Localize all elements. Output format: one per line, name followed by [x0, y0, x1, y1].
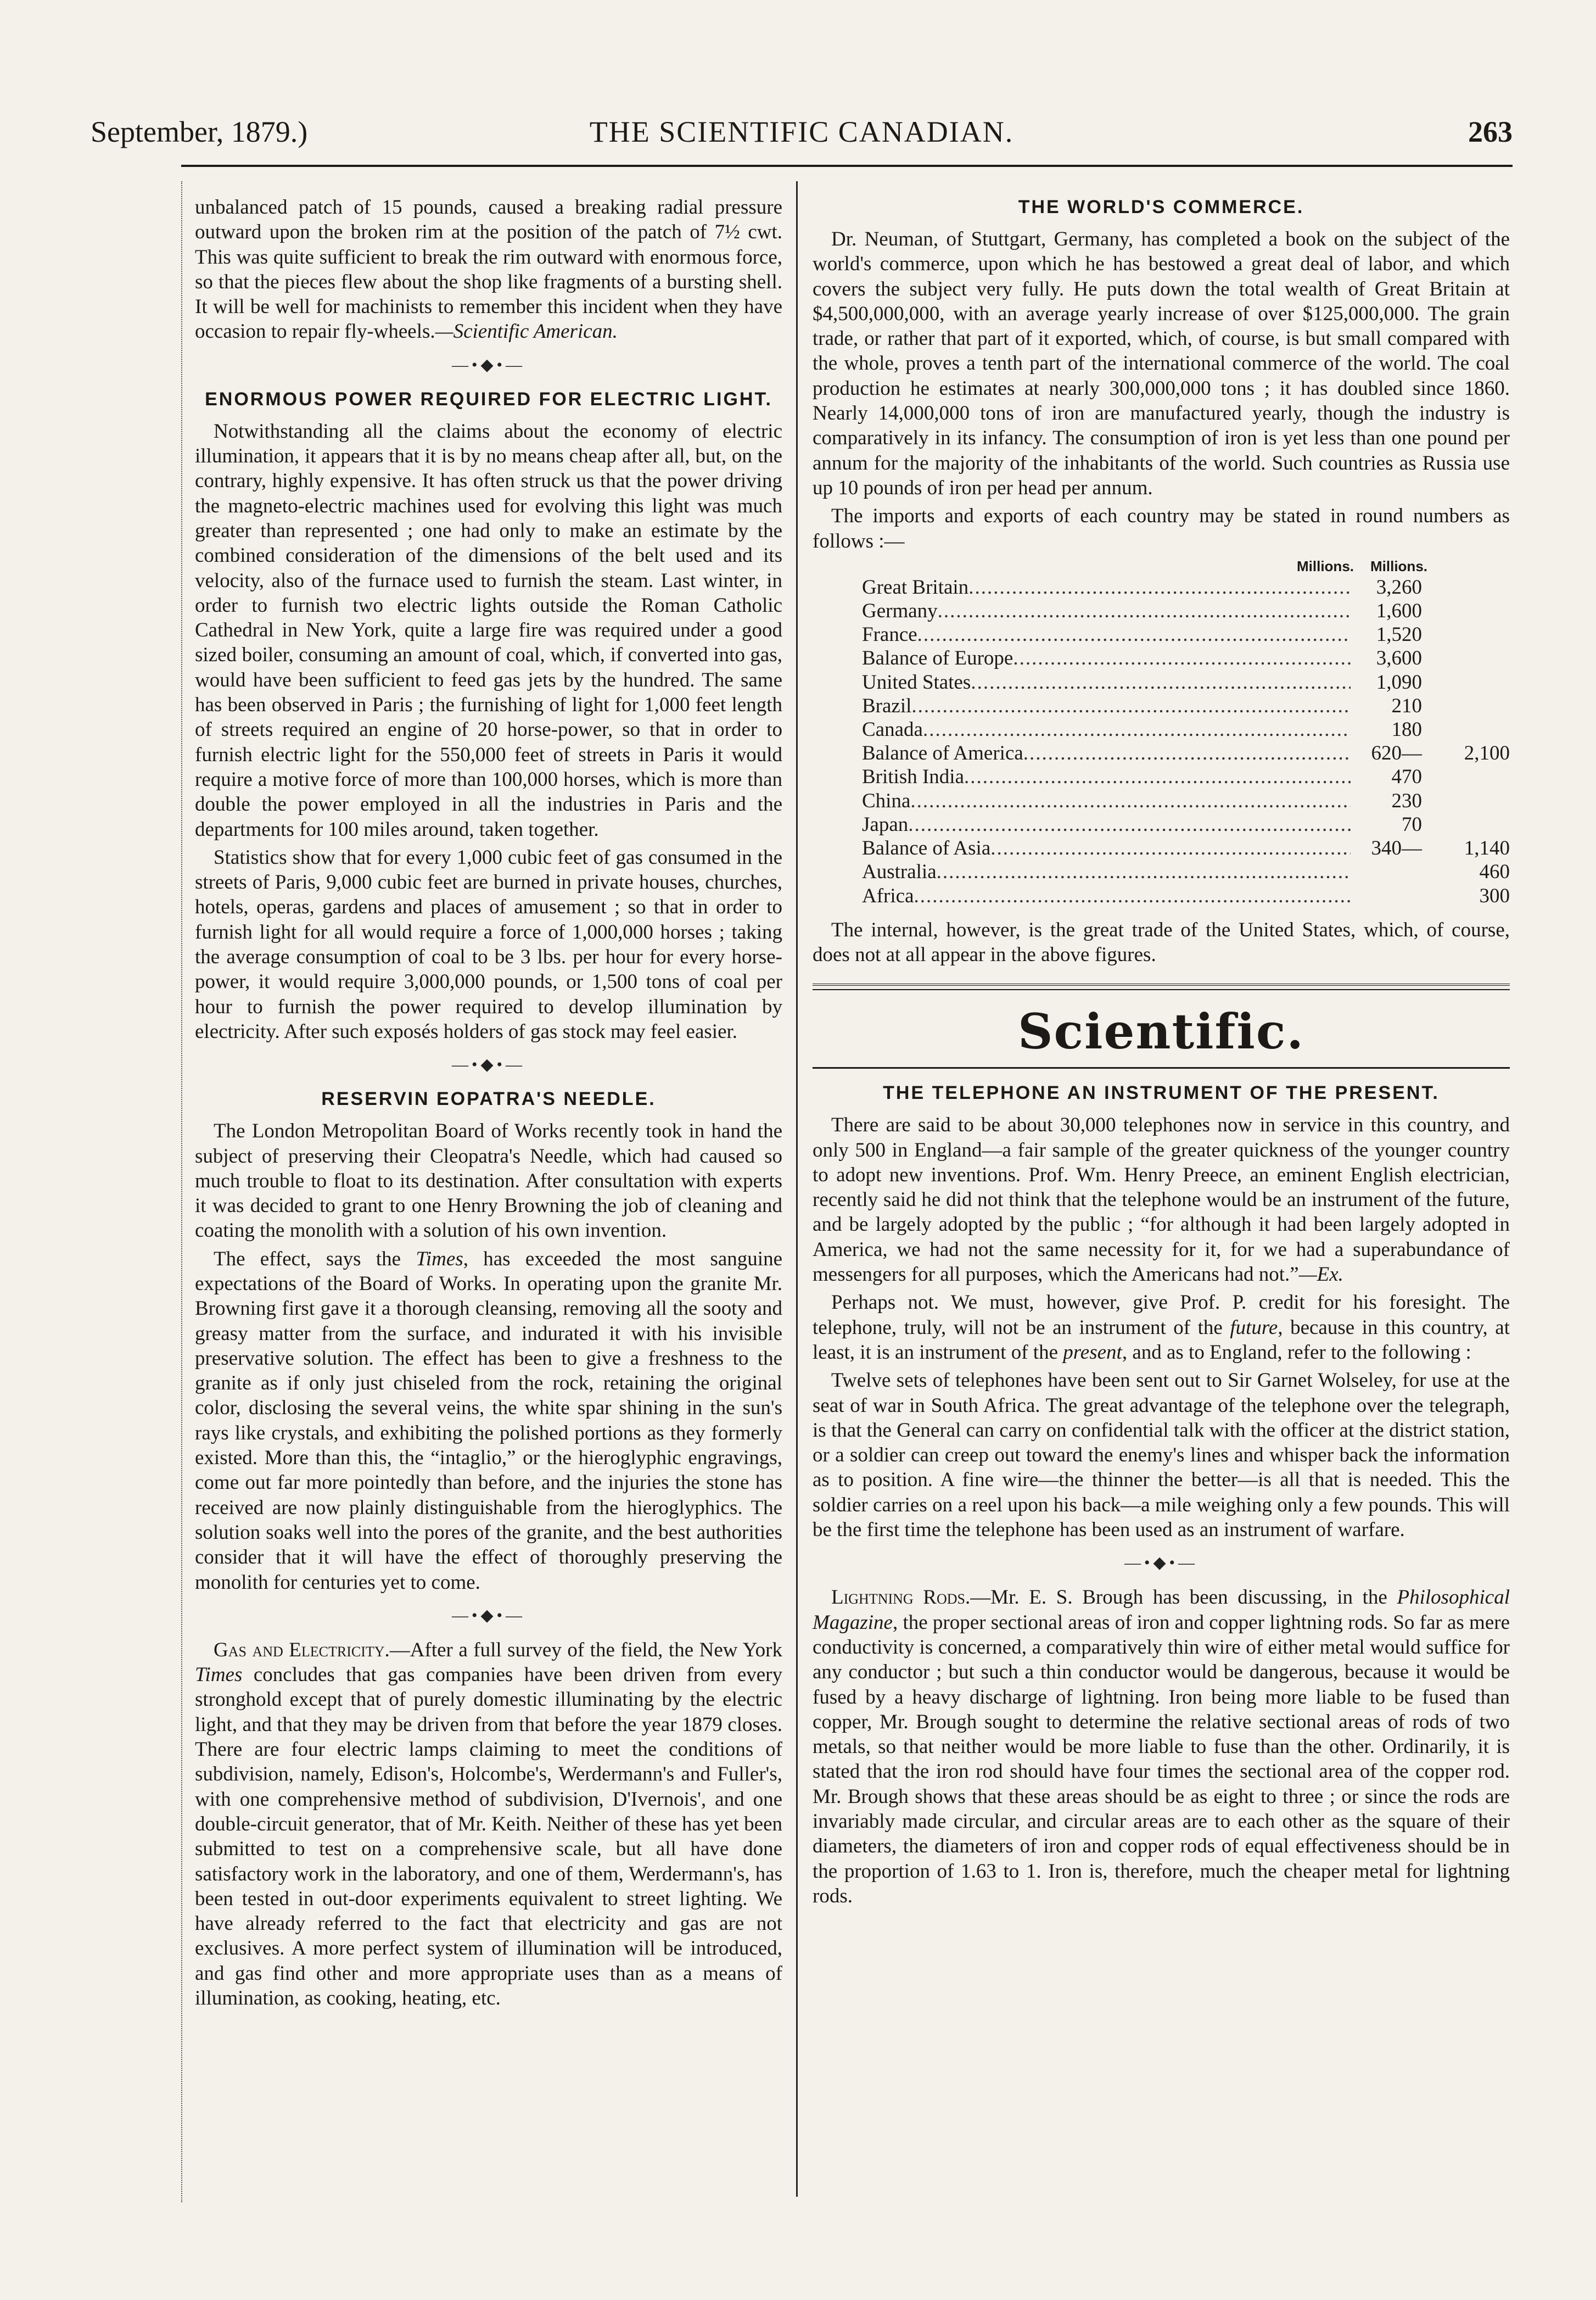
trade-table-row	[813, 623, 1510, 646]
leader-dots	[968, 576, 1351, 599]
leader-dots	[923, 718, 1351, 741]
electric-light-paragraph-2: Statistics show that for every 1,000 cubic feet of gas consumed in the streets of Paris, 9,000 cubic feet are burned in private houses, churches, hotels, operas, gardens and places of amusement ; so that in order to furnish light for all would require a force of 1,000,000 horses ; taking the average consumption of coal to be 3 lbs. per hour for every horse-power, it would require 3,000,000 pounds, or 1,500 tons of coal per hour to furnish the power required to develop illumination by electricity. After such exposés holders of gas stock may feel easier.	[195, 846, 782, 1043]
article-title-cleopatra: RESERVIN EOPATRA'S NEEDLE.	[321, 1088, 656, 1110]
leader-dots	[911, 694, 1351, 718]
trade-table-row	[813, 836, 1510, 860]
trade-subtotal: 1,140	[1464, 837, 1510, 860]
ornament-divider: —•◆•—	[451, 1606, 526, 1624]
commerce-paragraph-3: The internal, however, is the great trade of the United States, which, of course, does not at all appear in the above figures.	[813, 918, 1510, 966]
issue-date: September, 1879.)	[91, 115, 308, 148]
trade-value: 620—	[1371, 742, 1422, 765]
country-name: China	[862, 789, 911, 812]
leader-dots	[908, 813, 1351, 836]
country-name: United States	[862, 671, 971, 694]
section-rule	[813, 1067, 1510, 1069]
flywheel-paragraph: unbalanced patch of 15 pounds, caused a breaking radial pressure outward upon the broken rim at the position of the patch of 7½ cwt. This was quite sufficient to break the rim outward with enormous force, so that the pieces flew about the shop like fragments of a bursting shell. It will be well for machinists to remember this incident when they have occasion to repair fly-wheels.—Scientific American.	[195, 196, 782, 343]
country-name: Great Britain	[862, 576, 969, 599]
trade-value: 1,520	[1376, 623, 1422, 646]
trade-subtotal: 300	[1479, 884, 1510, 907]
leader-dots	[990, 836, 1351, 860]
trade-value: 1,600	[1376, 600, 1422, 623]
article-title-electric-light: ENORMOUS POWER REQUIRED FOR ELECTRIC LIGHT.	[205, 388, 772, 410]
country-name: Balance of Asia	[862, 837, 991, 860]
section-rule	[813, 984, 1510, 990]
trade-table-row	[813, 694, 1510, 718]
trade-table-row	[813, 741, 1510, 765]
trade-subtotal: 2,100	[1464, 742, 1510, 765]
left-margin-dots	[181, 181, 182, 2202]
trade-value: 230	[1391, 789, 1422, 812]
trade-table-row	[813, 718, 1510, 741]
run-in-heading: Lightning Rods.	[831, 1586, 971, 1609]
cleopatra-paragraph-2: The effect, says the Times, has exceeded the most sanguine expectations of the Board of Works. In operating upon the granite Mr. Browning first gave it a thorough cleansing, removing all the sooty and greasy matter from the surface, and indurated it with his invisible preservative solution. The effect has been to give a freshness to the granite as if only just chiseled from the rock, retaining the original color, disclosing the several veins, the white spar shining in the sun's rays like crystals, and exhibiting the polished portions as they formerly existed. More than this, the “intaglio,” or the hieroglyphic engravings, come out far more pointedly than before, and the injuries the stone has received are now plainly distinguishable from the hieroglyphics. The solution soaks well into the pores of the granite, and the best authorities consider that it will have the effect of thoroughly preserving the monolith for centuries yet to come.	[195, 1247, 783, 1594]
leader-dots	[964, 765, 1351, 789]
leader-dots	[937, 860, 1351, 884]
electric-light-paragraph-1: Notwithstanding all the claims about the economy of electric illumination, it appears that it is by no means cheap after all, but, on the contrary, highly expensive. It has often struck us that the power driving the magneto-electric machines used for evolving this light was much greater than represented ; one had only to make an estimate by the combined consideration of the dimensions of the belt used and its velocity, also of the furnace used to furnish the steam. Last winter, in order to furnish two electric lights outside the Roman Catholic Cathedral in New York, quite a large fire was required under a good sized boiler, consuming an amount of coal, which, if converted into gas, would have been sufficient to feed gas jets by the hundred. The same has been observed in Paris ; the furnishing of light for 1,000 feet length of streets required an engine of 20 horse-power, so that in order to furnish electric light for the 550,000 feet of streets in Paris it would require a motive force of more than 100,000 horses, which is more than double the power employed in all the industries in Paris and the departments for 100 miles around, taken together.	[195, 420, 782, 841]
article-title-world-commerce: THE WORLD'S COMMERCE.	[1018, 197, 1304, 217]
leader-dots	[938, 599, 1351, 623]
telephone-paragraph-2: Perhaps not. We must, however, give Prof. P. credit for his foresight. The telephone, truly, will not be an instrument of the future, because in this country, at least, it is an instrument of the present, and as to England, refer to the following :	[813, 1291, 1510, 1364]
trade-value: 3,600	[1376, 647, 1422, 670]
right-column	[813, 195, 1510, 1912]
country-name: France	[862, 623, 917, 646]
country-name: Balance of Europe	[862, 647, 1013, 670]
trade-value: 470	[1391, 766, 1422, 789]
country-name: Africa	[862, 884, 914, 907]
country-name: Canada	[862, 718, 923, 741]
leader-dots	[1013, 646, 1351, 670]
trade-table-row	[813, 576, 1510, 599]
trade-table-row	[813, 599, 1510, 623]
country-name: Germany	[862, 600, 938, 623]
country-name: Brazil	[862, 694, 912, 717]
leader-dots	[917, 623, 1351, 646]
trade-table-header: Millions. Millions.	[1297, 557, 1427, 574]
country-name: British India	[862, 766, 965, 789]
telephone-paragraph-1: There are said to be about 30,000 telephones now in service in this country, and only 500 in England—a fair sample of the greater quickness of the younger country to adopt new inventions. Prof. Wm. Henry Preece, an eminent English electrician, recently said he did not think that the telephone would be an instrument of the future, and be largely adopted by the public ; “for although it had been largely adopted in America, we had not the same necessity for it, for we had a superabundance of messengers for all purposes, which the Americans had not.”—Ex.	[813, 1114, 1510, 1286]
trade-table-row	[813, 860, 1510, 884]
trade-value: 340—	[1371, 837, 1422, 860]
page-number: 263	[1468, 115, 1513, 148]
ornament-divider: —•◆•—	[1124, 1554, 1199, 1572]
commerce-paragraph-1: Dr. Neuman, of Stuttgart, Germany, has completed a book on the subject of the world's commerce, upon which he has bestowed a great deal of labor, and which covers the subject very fully. He puts down the total wealth of Great Britain at $4,500,000,000, with an average yearly increase of over $125,000,000. The grain trade, or rather that part of it exported, which, of course, is but small compared with the whole, proves a tenth part of the international commerce of the world. The coal production he estimates at nearly 300,000,000 tons ; it has doubled since 1860. Nearly 14,000,000 tons of iron are manufactured yearly, though the industry is comparatively in its infancy. The consumption of iron is yet less than one pound per annum for the majority of the inhabitants of the world. Such countries as Russia use up 10 pounds of iron per head per annum.	[813, 228, 1510, 499]
leader-dots	[910, 789, 1351, 813]
trade-value: 210	[1391, 694, 1422, 717]
ornament-divider: —•◆•—	[451, 355, 526, 374]
trade-table-row	[813, 765, 1510, 789]
column-divider	[796, 181, 798, 2197]
trade-value: 180	[1391, 718, 1422, 741]
leader-dots	[914, 884, 1351, 908]
trade-table-row	[813, 671, 1510, 694]
article-title-telephone: THE TELEPHONE AN INSTRUMENT OF THE PRESENT.	[883, 1082, 1440, 1104]
cleopatra-paragraph-1: The London Metropolitan Board of Works recently took in hand the subject of preserving their Cleopatra's Needle, which had caused so much trouble to float to its destination. After consultation with experts it was decided to grant to one Henry Browning the job of cleaning and coating the monolith with a solution of his own invention.	[195, 1120, 782, 1242]
trade-table-row	[813, 884, 1510, 908]
telephone-paragraph-3: Twelve sets of telephones have been sent out to Sir Garnet Wolseley, for use at the seat of war in South Africa. The great advantage of the telephone over the telegraph, is that the General can carry on confidential talk with the officer at the district station, or a soldier can creep out toward the enemy's lines and whisper back the information as to position. A fine wire—the thinner the better—is all that is needed. This the soldier carries on a reel upon his back—a mile weighing only a few pounds. This will be the first time the telephone has been used as an instrument of warfare.	[813, 1369, 1510, 1542]
journal-title: THE SCIENTIFIC CANADIAN.	[589, 115, 1014, 148]
leader-dots	[971, 671, 1351, 694]
trade-table-row	[813, 813, 1510, 836]
trade-table-row	[813, 646, 1510, 670]
ornament-divider: —•◆•—	[451, 1056, 526, 1074]
trade-value: 1,090	[1376, 671, 1422, 694]
commerce-paragraph-2: The imports and exports of each country may be stated in round numbers as follows :—	[813, 505, 1510, 552]
trade-subtotal: 460	[1479, 861, 1510, 884]
trade-table	[813, 557, 1510, 908]
source-credit: —Scientific American.	[435, 320, 618, 343]
country-name: Australia	[862, 861, 937, 884]
trade-value: 3,260	[1376, 576, 1422, 599]
trade-table-row	[813, 789, 1510, 813]
left-column	[195, 195, 782, 2014]
header-rule	[181, 165, 1513, 167]
country-name: Japan	[862, 813, 909, 836]
run-in-heading: Gas and Electricity.	[214, 1638, 390, 1661]
trade-value: 70	[1402, 813, 1422, 836]
leader-dots	[1023, 741, 1351, 765]
section-heading-scientific: Scientific.	[1017, 1003, 1305, 1060]
country-name: Balance of America	[862, 742, 1023, 765]
lightning-rods-paragraph: Lightning Rods.—Mr. E. S. Brough has been discussing, in the Philosophical Magazine, the proper sectional areas of iron and copper lightning rods. So far as mere conductivity is concerned, a comparatively thin wire of either metal would suffice for any conductor ; but such a thin conductor would be dangerous, because it would be fused by a heavy discharge of lightning. Iron being more liable to be fused than copper, Mr. Brough sought to determine the relative sectional areas of rods of two metals, so that neither would be more liable to fuse than the other. Ordinarily, it is stated that the iron rod should have four times the sectional area of the copper rod. Mr. Brough shows that these areas should be as eight to three ; or since the rods are invariably made circular, and circular areas are to each other as the square of their diameters, the diameters of iron and copper rods of equal effectiveness should be in the proportion of 1.63 to 1. Iron is, therefore, much the cheaper metal for lightning rods.	[813, 1586, 1510, 1907]
running-header	[91, 113, 1513, 157]
gas-electricity-paragraph: Gas and Electricity.—After a full survey of the field, the New York Times concludes that gas companies have been driven from every stronghold except that of purely domestic illuminating by the electric light, and that they may be driven from that before the year 1879 closes. There are four electric lamps claiming to meet the conditions of subdivision, namely, Edison's, Holcombe's, Werdermann's and Fuller's, with one comprehensive method of subdivision, D'Ivernois', and one double-circuit generator, that of Mr. Keith. Neither of these has yet been submitted to test on a comprehensive scale, but all have done satisfactory work in the laboratory, and one of them, Werdermann's, has been tested in out-door experiments equivalent to street lighting. We have already referred to the fact that electricity and gas are not exclusives. A more perfect system of illumination will be introduced, and gas find other and more appropriate uses than as a means of illumination, as cooking, heating, etc.	[195, 1638, 782, 2009]
